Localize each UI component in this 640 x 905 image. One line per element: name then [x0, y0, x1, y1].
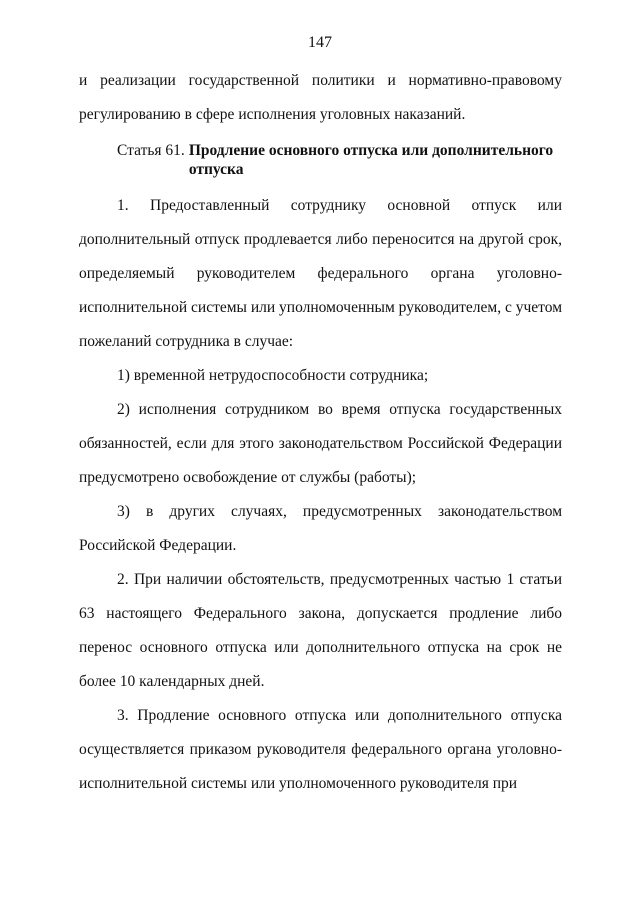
- part-1-item-2: 2) исполнения сотрудником во время отпуска государственных обязанностей, если для этого законодательством Российской Федерации предусмотрено освобождение от службы (работы);: [79, 401, 562, 486]
- article-title: Продление основного отпуска или дополнительного отпуска: [188, 142, 554, 178]
- article-heading: [117, 141, 562, 179]
- part-1-paragraph: 1. Предоставленный сотруднику основной отпуск или дополнительный отпуск продлевается либо переносится на другой срок, определяемый руководителем федерального органа уголовно-исполнительной системы или уполномоченным руководителем, с учетом пожеланий сотрудника в случае:: [79, 197, 562, 350]
- part-3-paragraph: 3. Продление основного отпуска или дополнительного отпуска осуществляется приказом руководителя федерального органа уголовно-исполнительной системы или уполномоченного руководителя при: [79, 707, 562, 792]
- article-label: Статья 61.: [117, 142, 185, 159]
- part-1-item-1: 1) временной нетрудоспособности сотрудника;: [117, 367, 429, 384]
- page-number: 147: [308, 34, 332, 51]
- part-1-item-3: 3) в других случаях, предусмотренных законодательством Российской Федерации.: [79, 503, 562, 554]
- part-2-paragraph: 2. При наличии обстоятельств, предусмотренных частью 1 статьи 63 настоящего Федерального закона, допускается продление либо перенос основного отпуска или дополнительного отпуска на срок не более 10 календарных дней.: [79, 571, 562, 690]
- document-body: [79, 64, 562, 801]
- intro-paragraph: и реализации государственной политики и нормативно-правовому регулированию в сфере исполнения уголовных наказаний.: [79, 72, 562, 123]
